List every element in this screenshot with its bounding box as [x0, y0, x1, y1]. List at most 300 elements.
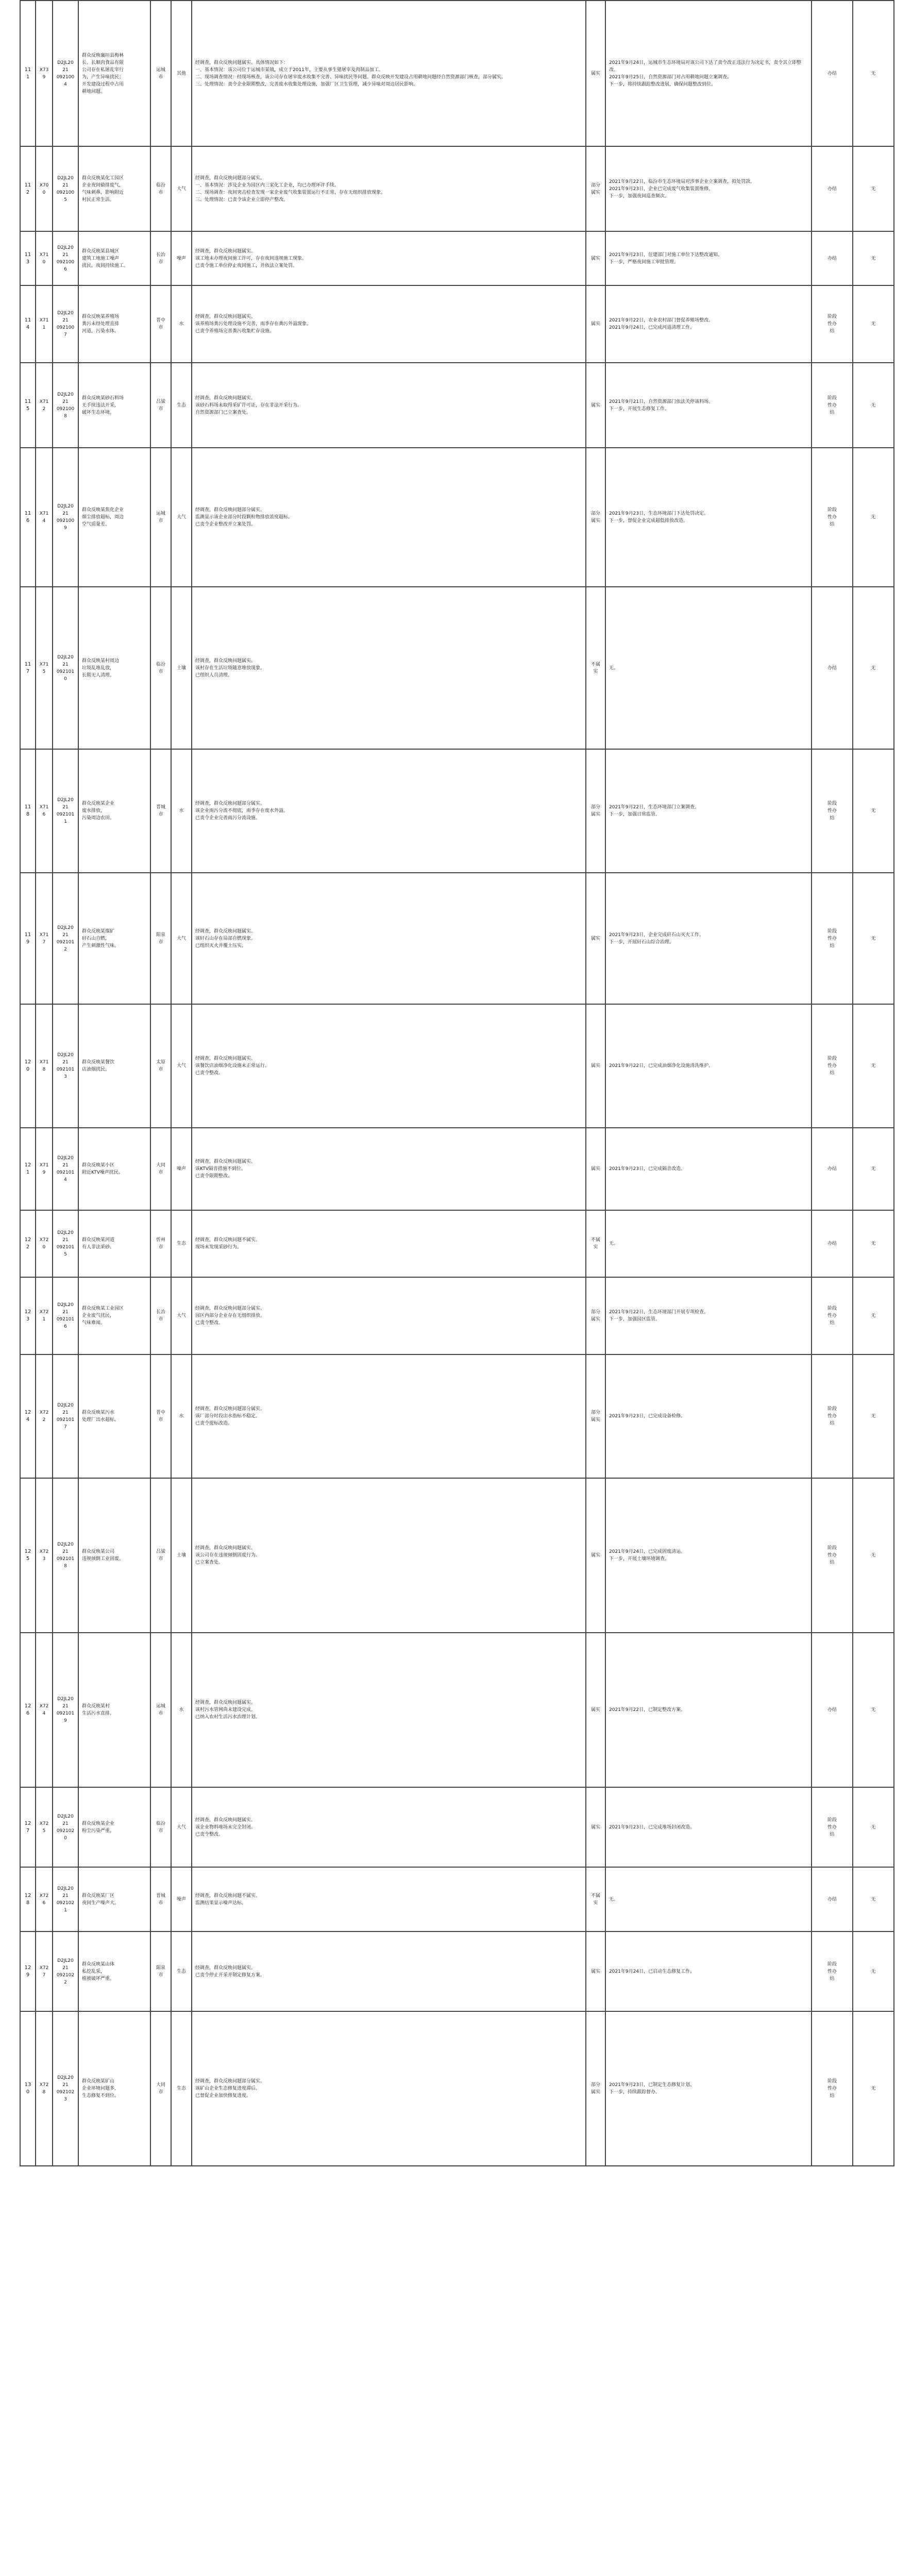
row-region-cell	[150, 1633, 171, 1787]
row-code-cell	[53, 1787, 78, 1867]
row-handling-cell	[605, 1633, 812, 1787]
row-code: D2JL2021 0921023	[56, 2075, 75, 2102]
row-sequence: 118	[24, 804, 31, 817]
row-number: X700	[39, 182, 49, 195]
row-handling-cell	[605, 146, 812, 231]
row-sequence-cell	[20, 1931, 36, 2011]
table-row	[20, 1478, 894, 1633]
row-issue-cell	[78, 749, 150, 873]
row-accountability-cell	[853, 1128, 894, 1210]
row-region: 阳泉 市	[156, 932, 165, 945]
row-code: D2JL2021 0921022	[56, 1958, 75, 1985]
row-verdict-cell	[586, 873, 605, 1004]
row-accountability-cell	[853, 363, 894, 448]
row-type: 水	[179, 321, 184, 327]
row-verdict: 不属 实	[590, 1893, 600, 1906]
row-issue-cell	[78, 1354, 150, 1478]
row-number: X719	[39, 1163, 49, 1175]
row-type: 大气	[176, 1063, 186, 1069]
row-verdict: 属实	[590, 1824, 600, 1830]
row-status-cell	[812, 146, 853, 231]
row-type-cell	[171, 363, 192, 448]
row-issue: 群众反映某村 生活污水直排。	[82, 1704, 115, 1716]
row-status: 办结	[827, 186, 837, 192]
complaint-table-grid	[20, 0, 894, 2166]
row-sequence-cell	[20, 1478, 36, 1633]
row-handling: 2021年9月23日，已制定生态修复计划。 下一步，持续跟踪督办。	[609, 2082, 695, 2095]
row-accountability: 无	[871, 1414, 876, 1419]
row-number-cell	[36, 1128, 53, 1210]
row-sequence: 123	[24, 1309, 31, 1322]
row-findings-cell	[192, 1478, 586, 1633]
row-code: D2JL2021 0921015	[56, 1230, 75, 1257]
row-handling-cell	[605, 873, 812, 1004]
complaint-table	[20, 0, 893, 2166]
row-number-cell	[36, 1931, 53, 2011]
row-accountability-cell	[853, 146, 894, 231]
row-accountability: 无	[871, 2086, 876, 2091]
row-code-cell	[53, 1478, 78, 1633]
row-status-cell	[812, 749, 853, 873]
row-number-cell	[36, 231, 53, 285]
row-verdict: 属实	[590, 1553, 600, 1558]
row-sequence: 112	[24, 182, 31, 195]
row-findings: 经调查，群众反映问题不属实。 现场未发现采砂行为。	[195, 1238, 261, 1250]
row-issue-cell	[78, 1931, 150, 2011]
row-handling-cell	[605, 1787, 812, 1867]
row-region-cell	[150, 1210, 171, 1277]
row-sequence-cell	[20, 873, 36, 1004]
row-sequence-cell	[20, 587, 36, 749]
table-row	[20, 1277, 894, 1354]
row-type-cell	[171, 2011, 192, 2166]
row-type: 水	[179, 1414, 184, 1419]
row-findings-cell	[192, 1633, 586, 1787]
row-number: X715	[39, 662, 49, 674]
row-status: 办结	[827, 256, 837, 261]
row-handling-cell	[605, 587, 812, 749]
table-row	[20, 1787, 894, 1867]
row-code: D2JL2021 0921012	[56, 925, 75, 952]
row-code-cell	[53, 1277, 78, 1354]
row-verdict-cell	[586, 1277, 605, 1354]
row-region-cell	[150, 1478, 171, 1633]
row-handling: 2021年9月22日，农业农村部门督促养殖场整改。 2021年9月24日，已完成河道清理工作。	[609, 318, 714, 330]
row-region-cell	[150, 146, 171, 231]
row-handling: 无。	[609, 1896, 619, 1902]
row-number: X711	[39, 318, 49, 330]
row-accountability: 无	[871, 1824, 876, 1830]
row-verdict: 部分 属实	[590, 1410, 600, 1422]
row-handling-cell	[605, 285, 812, 363]
row-handling: 2021年9月24日，已完成固废清运。 下一步，开展土壤环境调查。	[609, 1549, 686, 1562]
table-row	[20, 2011, 894, 2166]
row-type: 大气	[176, 1824, 186, 1830]
row-region-cell	[150, 1004, 171, 1128]
row-verdict: 部分 属实	[590, 805, 600, 817]
row-verdict-cell	[586, 587, 605, 749]
row-code: D2JL2021 0921017	[56, 1403, 75, 1430]
row-region-cell	[150, 1277, 171, 1354]
row-sequence: 115	[24, 398, 31, 412]
row-type: 其他	[176, 71, 186, 76]
row-accountability: 无	[871, 1707, 876, 1713]
row-status-cell	[812, 1, 853, 146]
row-accountability-cell	[853, 1787, 894, 1867]
row-code: D2JL2021 0921014	[56, 1156, 75, 1182]
row-region: 阳泉 市	[156, 1965, 165, 1978]
row-findings-cell	[192, 363, 586, 448]
row-issue-cell	[78, 2011, 150, 2166]
row-accountability: 无	[871, 665, 876, 671]
row-code: D2JL2021 0921007	[56, 311, 75, 337]
row-sequence: 119	[24, 931, 31, 945]
row-number: X724	[39, 1704, 49, 1716]
table-row	[20, 1, 894, 146]
row-handling-cell	[605, 1931, 812, 2011]
row-handling: 2021年9月24日，已启动生态修复工作。	[609, 1969, 695, 1974]
row-number-cell	[36, 1787, 53, 1867]
row-verdict-cell	[586, 448, 605, 587]
row-findings-cell	[192, 873, 586, 1004]
row-handling-cell	[605, 1478, 812, 1633]
row-accountability: 无	[871, 808, 876, 814]
row-number-cell	[36, 448, 53, 587]
row-region: 晋城 市	[156, 805, 165, 817]
row-sequence-cell	[20, 1354, 36, 1478]
row-findings: 经调查，群众反映问题部分属实。 监测显示该企业部分时段颗粒物排放浓度超标。 已责令企业整改并立案处罚。	[195, 507, 293, 527]
row-accountability: 无	[871, 1166, 876, 1172]
row-issue-cell	[78, 363, 150, 448]
row-type-cell	[171, 146, 192, 231]
row-region: 忻州 市	[156, 1238, 165, 1250]
row-verdict-cell	[586, 1633, 605, 1787]
row-verdict-cell	[586, 231, 605, 285]
row-handling-cell	[605, 2011, 812, 2166]
row-findings-cell	[192, 1867, 586, 1931]
row-verdict-cell	[586, 1128, 605, 1210]
row-status-cell	[812, 587, 853, 749]
row-code: D2JL2021 0921016	[56, 1302, 75, 1329]
row-code-cell	[53, 1, 78, 146]
row-code: D2JL2021 0921006	[56, 245, 75, 272]
row-findings-cell	[192, 231, 586, 285]
row-accountability-cell	[853, 1633, 894, 1787]
table-row	[20, 1354, 894, 1478]
table-row	[20, 587, 894, 749]
row-region-cell	[150, 231, 171, 285]
row-findings-cell	[192, 1931, 586, 2011]
row-sequence: 113	[24, 251, 31, 265]
row-status: 阶段 性办 结	[827, 1406, 837, 1426]
row-handling: 2021年9月22日，已制定整改方案。	[609, 1707, 686, 1713]
row-accountability: 无	[871, 1969, 876, 1974]
row-status-cell	[812, 1277, 853, 1354]
row-accountability-cell	[853, 873, 894, 1004]
row-verdict: 属实	[590, 402, 600, 408]
row-accountability: 无	[871, 1313, 876, 1318]
row-code-cell	[53, 587, 78, 749]
row-findings-cell	[192, 1354, 586, 1478]
row-type: 生态	[176, 1969, 186, 1974]
row-region: 晋中 市	[156, 1410, 165, 1422]
row-type-cell	[171, 448, 192, 587]
row-verdict-cell	[586, 1867, 605, 1931]
row-number: X714	[39, 511, 49, 523]
row-region: 运城 市	[156, 67, 165, 80]
row-issue: 群众反映某砂石料场 无手续违法开采， 破坏生态环境。	[82, 395, 124, 415]
row-code-cell	[53, 1931, 78, 2011]
row-type: 噪声	[176, 1896, 186, 1902]
row-sequence-cell	[20, 231, 36, 285]
table-row	[20, 873, 894, 1004]
row-status: 阶段 性办 结	[827, 1961, 837, 1981]
row-findings-cell	[192, 1128, 586, 1210]
row-region: 长治 市	[156, 1310, 165, 1322]
row-region: 太原 市	[156, 1060, 165, 1072]
row-handling-cell	[605, 1128, 812, 1210]
row-verdict: 属实	[590, 321, 600, 327]
row-number-cell	[36, 1354, 53, 1478]
row-handling-cell	[605, 749, 812, 873]
row-verdict: 属实	[590, 936, 600, 941]
row-number-cell	[36, 749, 53, 873]
row-handling: 无。	[609, 665, 619, 671]
row-findings-cell	[192, 146, 586, 231]
row-accountability: 无	[871, 186, 876, 192]
row-code: D2JL2021 0921008	[56, 392, 75, 419]
row-issue: 群众反映某焦化企业 烟尘排放超标，周边 空气质量差。	[82, 507, 124, 527]
row-status-cell	[812, 1004, 853, 1128]
row-issue: 群众反映某餐饮 店油烟扰民。	[82, 1060, 115, 1072]
row-findings-cell	[192, 587, 586, 749]
row-findings-cell	[192, 1004, 586, 1128]
row-region: 临汾 市	[156, 662, 165, 674]
row-type-cell	[171, 1277, 192, 1354]
row-findings: 经调查，群众反映问题属实。 该村存在生活垃圾随意堆放现象。 已组织人员清理。	[195, 658, 265, 678]
row-type: 大气	[176, 515, 186, 520]
row-sequence: 121	[24, 1162, 31, 1175]
row-number-cell	[36, 1633, 53, 1787]
row-sequence-cell	[20, 285, 36, 363]
row-type: 生态	[176, 402, 186, 408]
row-issue-cell	[78, 1277, 150, 1354]
row-issue-cell	[78, 1478, 150, 1633]
row-handling: 2021年9月23日，住建部门对施工单位下达整改通知。 下一步，严格夜间施工审批管理。	[609, 252, 723, 265]
table-row	[20, 231, 894, 285]
row-sequence-cell	[20, 1004, 36, 1128]
row-sequence-cell	[20, 1787, 36, 1867]
row-issue-cell	[78, 146, 150, 231]
row-accountability-cell	[853, 285, 894, 363]
row-handling-cell	[605, 1277, 812, 1354]
row-code: D2JL2021 0921013	[56, 1053, 75, 1079]
row-sequence-cell	[20, 146, 36, 231]
table-row	[20, 1128, 894, 1210]
row-type: 水	[179, 1707, 184, 1713]
row-accountability: 无	[871, 321, 876, 327]
row-region-cell	[150, 1354, 171, 1478]
row-sequence: 124	[24, 1410, 31, 1422]
row-handling: 2021年9月23日，已完成设备检修。	[609, 1414, 686, 1419]
row-issue: 群众反映某工业园区 企业废气扰民， 气味难闻。	[82, 1306, 124, 1326]
row-handling: 2021年9月22日，临汾市生态环境局对涉事企业立案调查，拟处罚款。 2021年9月23日，企业已完成废气收集装置维修。 下一步，加强夜间巡查频次。	[609, 179, 755, 199]
row-issue-cell	[78, 1210, 150, 1277]
row-issue-cell	[78, 1128, 150, 1210]
row-type: 噪声	[176, 1166, 186, 1172]
row-sequence: 116	[24, 511, 31, 523]
row-handling: 2021年9月22日，生态环境部门立案调查。 下一步，加强日常监管。	[609, 805, 700, 817]
row-region: 临汾 市	[156, 1821, 165, 1834]
row-type: 土壤	[176, 1553, 186, 1558]
table-row	[20, 1867, 894, 1931]
row-number: X716	[39, 805, 49, 817]
row-issue-cell	[78, 587, 150, 749]
row-type-cell	[171, 1004, 192, 1128]
row-code-cell	[53, 285, 78, 363]
row-status-cell	[812, 1867, 853, 1931]
row-region-cell	[150, 448, 171, 587]
row-accountability: 无	[871, 256, 876, 261]
row-status-cell	[812, 1128, 853, 1210]
row-issue: 群众反映某小区 附近KTV噪声扰民。	[82, 1163, 123, 1175]
row-status: 阶段 性办 结	[827, 395, 837, 415]
row-region-cell	[150, 1931, 171, 2011]
row-number-cell	[36, 1277, 53, 1354]
table-row	[20, 749, 894, 873]
row-region: 运城 市	[156, 511, 165, 523]
row-status: 阶段 性办 结	[827, 1817, 837, 1837]
row-type: 大气	[176, 936, 186, 941]
row-code: D2JL2021 0921019	[56, 1697, 75, 1723]
row-number-cell	[36, 873, 53, 1004]
row-sequence: 114	[24, 317, 31, 330]
row-issue: 群众反映某企业 废水排放， 污染周边农田。	[82, 801, 115, 821]
row-verdict: 属实	[590, 256, 600, 261]
row-code-cell	[53, 363, 78, 448]
row-accountability-cell	[853, 1867, 894, 1931]
row-type-cell	[171, 1867, 192, 1931]
row-region-cell	[150, 2011, 171, 2166]
row-region-cell	[150, 285, 171, 363]
row-handling: 2021年9月23日，已完成堆场封闭改造。	[609, 1824, 695, 1830]
row-issue-cell	[78, 873, 150, 1004]
row-sequence-cell	[20, 749, 36, 873]
row-issue: 群众反映某公司 违规倾倒工业固废。	[82, 1549, 124, 1562]
row-issue: 群众反映某污水 处理厂出水超标。	[82, 1410, 120, 1422]
row-issue-cell	[78, 1633, 150, 1787]
row-code-cell	[53, 1004, 78, 1128]
row-region: 吕梁 市	[156, 399, 165, 412]
row-status-cell	[812, 1478, 853, 1633]
row-status-cell	[812, 873, 853, 1004]
row-region: 大同 市	[156, 1163, 165, 1175]
row-verdict: 属实	[590, 71, 600, 76]
row-verdict: 部分 属实	[590, 511, 600, 523]
row-issue: 群众反映某矿山 企业环境问题多， 生态修复不到位。	[82, 2079, 120, 2098]
table-row	[20, 285, 894, 363]
row-status: 阶段 性办 结	[827, 314, 837, 334]
row-findings: 经调查，群众反映问题属实。 该养殖场粪污处理设施不完善，雨季存在粪污外溢现象。 已责令养殖场完善粪污收集贮存设施。	[195, 314, 312, 334]
row-handling: 2021年9月23日，生态环境部门下达处罚决定。 下一步，督促企业完成超低排放改造。	[609, 511, 709, 523]
row-issue-cell	[78, 1004, 150, 1128]
table-row	[20, 1210, 894, 1277]
row-status: 办结	[827, 71, 837, 76]
row-issue: 群众反映某厂区 夜间生产噪声大。	[82, 1893, 120, 1906]
row-type-cell	[171, 1, 192, 146]
row-code: D2JL2021 0921005	[56, 175, 75, 202]
row-handling-cell	[605, 1354, 812, 1478]
row-code: D2JL2021 0921021	[56, 1886, 75, 1913]
row-number: X722	[39, 1410, 49, 1422]
row-findings: 经调查，群众反映问题属实。 该公司存在违规倾倒固废行为。 已立案查处。	[195, 1546, 261, 1565]
row-sequence: 128	[24, 1892, 31, 1906]
row-accountability-cell	[853, 2011, 894, 2166]
row-verdict: 属实	[590, 1063, 600, 1069]
row-verdict-cell	[586, 146, 605, 231]
row-handling: 2021年9月21日，自然资源部门依法关停该料场。 下一步，开展生态修复工作。	[609, 399, 714, 412]
row-region: 长治 市	[156, 252, 165, 265]
row-status-cell	[812, 448, 853, 587]
row-status-cell	[812, 1931, 853, 2011]
row-findings: 经调查，群众反映问题属实。 已责令停止开采并制定修复方案。	[195, 1965, 265, 1978]
row-findings-cell	[192, 1210, 586, 1277]
row-region: 大同 市	[156, 2082, 165, 2095]
row-verdict-cell	[586, 2011, 605, 2166]
row-verdict: 部分 属实	[590, 1310, 600, 1322]
row-sequence-cell	[20, 1128, 36, 1210]
row-findings-cell	[192, 1787, 586, 1867]
row-verdict-cell	[586, 1787, 605, 1867]
row-accountability-cell	[853, 231, 894, 285]
row-accountability: 无	[871, 71, 876, 76]
row-findings: 经调查，群众反映问题部分属实。 一、基本情况：涉及企业为园区内三家化工企业，均已办理环评手续。 二、现场调查：夜间突击检查发现一家企业废气收集装置运行不正常，存在无组织排放现象。 三、处理情况：已责令该企业立即停产整改。	[195, 175, 386, 202]
row-type-cell	[171, 873, 192, 1004]
row-handling-cell	[605, 448, 812, 587]
row-handling-cell	[605, 1210, 812, 1277]
row-issue-cell	[78, 1867, 150, 1931]
row-status: 阶段 性办 结	[827, 1306, 837, 1326]
row-findings: 经调查，群众反映问题属实。 该餐饮店油烟净化设施未正常运行。 已责令整改。	[195, 1056, 270, 1076]
row-code-cell	[53, 873, 78, 1004]
row-code: D2JL2021 0921020	[56, 1814, 75, 1841]
row-issue: 群众反映某煤矿 矸石山自燃， 产生刺激性气味。	[82, 928, 120, 948]
row-region: 晋城 市	[156, 1893, 165, 1906]
row-sequence: 130	[24, 2082, 31, 2095]
row-status: 办结	[827, 1707, 837, 1713]
row-type: 生态	[176, 1241, 186, 1246]
row-handling: 2021年9月23日，企业完成矸石山灭火工作。 下一步，开展矸石山综合治理。	[609, 932, 704, 945]
row-number: X725	[39, 1821, 49, 1834]
row-handling-cell	[605, 363, 812, 448]
row-status-cell	[812, 363, 853, 448]
row-sequence-cell	[20, 2011, 36, 2166]
row-sequence: 111	[24, 66, 31, 80]
row-issue-cell	[78, 1787, 150, 1867]
row-issue: 群众反映某山体 私挖乱采， 植被破坏严重。	[82, 1961, 115, 1981]
row-type: 生态	[176, 2086, 186, 2091]
row-issue: 群众反映某县城区 建筑工地施工噪声 扰民，夜间持续施工。	[82, 248, 129, 268]
row-sequence-cell	[20, 1210, 36, 1277]
row-findings: 经调查，群众反映问题属实。具体情况如下： 一、基本情况：该公司位于运城市某镇，成立于2011年，主要从事生猪屠宰及肉制品加工。 二、现场调查情况：经现场核查，该公司存在屠宰废水收集不完善、异味扰民等问题。群众反映开发建设占用耕地问题经自然资源部门核查，部分属实。 三、处理情况：责令企业限期整改，完善废水收集处理设施，加强厂区卫生管理，减少异味对周边居民影响。	[195, 60, 506, 87]
row-findings: 经调查，群众反映问题属实。 该矸石山存在局部自燃现象。 已组织灭火并覆土压实。	[195, 928, 256, 948]
row-code: D2JL2021 0921018	[56, 1542, 75, 1569]
row-accountability-cell	[853, 1354, 894, 1478]
row-findings-cell	[192, 285, 586, 363]
row-issue: 群众反映某企业 粉尘污染严重。	[82, 1821, 115, 1834]
row-issue: 群众反映某化工园区 企业夜间偷排废气， 气味刺鼻，影响附近 村民正常生活。	[82, 175, 124, 202]
row-code-cell	[53, 1633, 78, 1787]
